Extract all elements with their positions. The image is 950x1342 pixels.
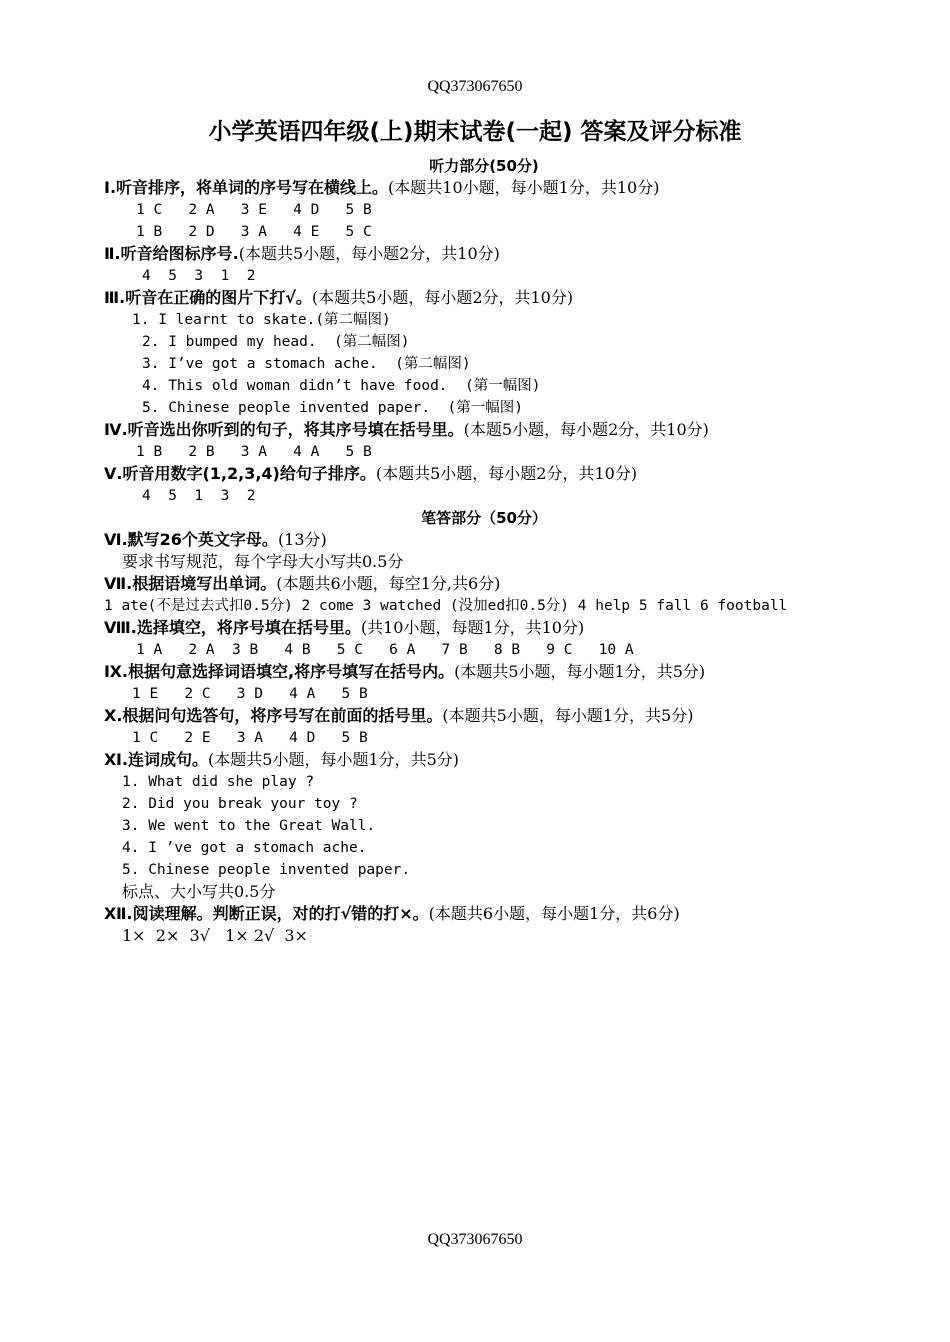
section-3-item: 2. I bumped my head. (第二幅图): [142, 334, 410, 350]
section-12-answers: 1× 2× 3√ 1× 2√ 3×: [122, 926, 308, 945]
section-3-item: 3. I’ve got a stomach ache. (第二幅图): [142, 356, 471, 372]
answer-content: [104, 155, 864, 947]
section-2-heading: Ⅱ.听音给图标序号.(本题共5小题，每小题2分，共10分): [104, 244, 500, 263]
section-1-answers-row2: 1 B 2 D 3 A 4 E 5 C: [136, 224, 372, 240]
section-5-heading: Ⅴ.听音用数字(1,2,3,4)给句子排序。(本题共5小题，每小题2分，共10分): [104, 464, 638, 483]
section-10-answers: 1 C 2 E 3 A 4 D 5 B: [132, 730, 368, 746]
section-10-heading: Ⅹ.根据问句选答句，将序号写在前面的括号里。(本题共5小题，每小题1分，共5分): [104, 706, 694, 725]
section-11-item: 3. We went to the Great Wall.: [122, 818, 376, 834]
section-9-heading: Ⅸ.根据句意选择词语填空,将序号填写在括号内。(本题共5小题，每小题1分，共5分): [104, 662, 706, 681]
section-8-answers: 1 A 2 A 3 B 4 B 5 C 6 A 7 B 8 B 9 C 10 A: [136, 642, 634, 658]
section-11-item: 1. What did she play ?: [122, 774, 315, 790]
section-11-item: 2. Did you break your toy ?: [122, 796, 358, 812]
part-heading-written: 笔答部分（50分）: [421, 509, 547, 527]
section-11-item: 5. Chinese people invented paper.: [122, 862, 411, 878]
section-5-answers: 4 5 1 3 2: [142, 488, 256, 504]
section-7-answers: 1 ate(不是过去式扣0.5分) 2 come 3 watched (没加ed扣0.5分) 4 help 5 fall 6 football: [104, 598, 788, 614]
section-3-item: 4. This old woman didn’t have food. (第一幅图): [142, 378, 541, 394]
section-11-item: 4. I ’ve got a stomach ache.: [122, 840, 367, 856]
section-4-heading: Ⅳ.听音选出你听到的句子，将其序号填在括号里。(本题5小题，每小题2分，共10分): [104, 420, 709, 439]
section-4-answers: 1 B 2 B 3 A 4 A 5 B: [136, 444, 372, 460]
part-heading-listening: 听力部分(50分): [429, 157, 539, 175]
section-1-heading: Ⅰ.听音排序，将单词的序号写在横线上。(本题共10小题，每小题1分，共10分): [104, 178, 660, 197]
section-3-item: 5. Chinese people invented paper. (第一幅图): [142, 400, 523, 416]
header-note: QQ373067650: [427, 78, 523, 95]
page-title: 小学英语四年级(上)期末试卷(一起) 答案及评分标准: [208, 119, 742, 145]
section-11-note: 标点、大小写共0.5分: [122, 882, 276, 901]
section-9-answers: 1 E 2 C 3 D 4 A 5 B: [132, 686, 368, 702]
section-3-item: 1. I learnt to skate.(第二幅图): [132, 312, 391, 328]
section-3-heading: Ⅲ.听音在正确的图片下打√。(本题共5小题，每小题2分，共10分): [104, 288, 574, 307]
section-6-heading: Ⅵ.默写26个英文字母。(13分): [104, 530, 327, 549]
section-8-heading: Ⅷ.选择填空，将序号填在括号里。(共10小题，每题1分，共10分): [104, 618, 585, 637]
footer-note: QQ373067650: [427, 1231, 523, 1248]
section-11-heading: Ⅺ.连词成句。(本题共5小题，每小题1分，共5分): [104, 750, 460, 769]
section-6-note: 要求书写规范，每个字母大小写共0.5分: [122, 552, 404, 571]
section-7-heading: Ⅶ.根据语境写出单词。(本题共6小题，每空1分,共6分): [104, 574, 501, 593]
section-12-heading: Ⅻ.阅读理解。判断正误，对的打√错的打×。(本题共6小题，每小题1分，共6分): [104, 904, 680, 923]
section-2-answers: 4 5 3 1 2: [142, 268, 256, 284]
section-1-answers-row1: 1 C 2 A 3 E 4 D 5 B: [136, 202, 372, 218]
